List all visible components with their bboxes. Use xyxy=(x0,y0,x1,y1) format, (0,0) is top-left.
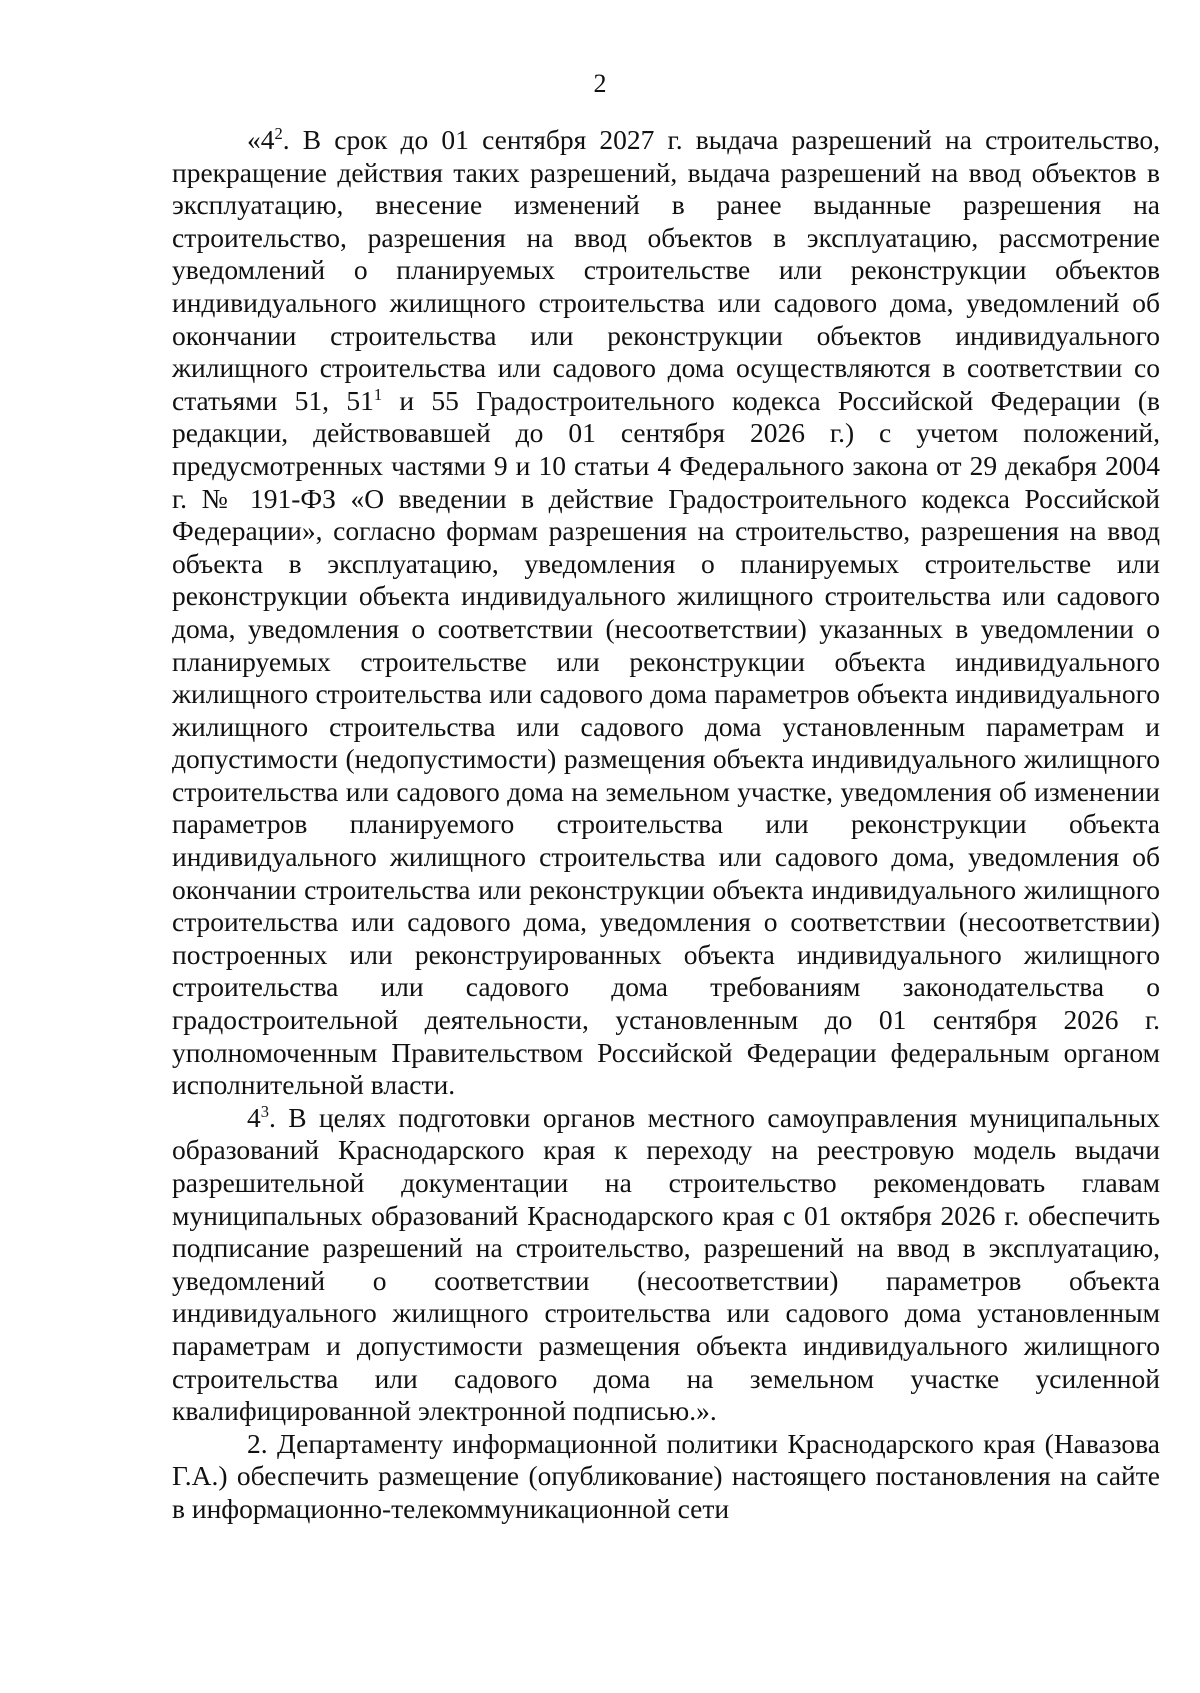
paragraph-text: . В целях подготовки органов местного самоуправления муниципальных образований Краснодарского края к переходу на реестровую модель выдачи разрешительной документации на строительство рекомендовать главам муниципальных образований Краснодарского края с 01 октября 2026 г. обеспечить подписание разрешений на строительство, разрешений на ввод в эксплуатацию, уведомлений о соответствии (несоответствии) параметров объекта индивидуального жилищного строительства или садового дома установленным параметрам и допустимости размещения объекта индивидуального жилищного строительства или садового дома на земельном участке усиленной квалифицированной электронной подписью.». xyxy=(172,1101,1160,1427)
paragraph-text-continued: и 55 Градостроительного кодекса Российской Федерации (в редакции, действовавшей до 01 сентября 2026 г.) с учетом положений, предусмотренных частями 9 и 10 статьи 4 Федерального закона от 29 декабря 2004 г. № 191-ФЗ «О введении в действие Градостроительного кодекса Российской Федерации», согласно формам разрешения на строительство, разрешения на ввод объекта в эксплуатацию, уведомления о планируемых строительстве или реконструкции объекта индивидуального жилищного строительства или садового дома, уведомления о соответствии (несоответствии) указанных в уведомлении о планируемых строительстве или реконструкции объекта индивидуального жилищного строительства или садового дома параметров объекта индивидуального жилищного строительства или садового дома установленным параметрам и допустимости (недопустимости) размещения объекта индивидуального жилищного строительства или садового дома на земельном участке, уведомления об изменении параметров планируемого строительства или реконструкции объекта индивидуального жилищного строительства или садового дома, уведомления об окончании строительства или реконструкции объекта индивидуального жилищного строительства или садового дома, уведомления о соответствии (несоответствии) построенных или реконструированных объекта индивидуального жилищного строительства или садового дома требованиям законодательства о градостроительной деятельности, установленным до 01 сентября 2026 г. уполномоченным Правительством Российской Федерации федеральным органом исполнительной власти. xyxy=(172,384,1160,1101)
paragraph-text: . Департаменту информационной политики Краснодарского края (Навазова Г.А.) обеспечить размещение (опубликование) настоящего постановления на сайте в информационно-телекоммуникационной сети xyxy=(172,1427,1160,1524)
paragraph-text: . В срок до 01 сентября 2027 г. выдача разрешений на строительство, прекращение действия таких разрешений, выдача разрешений на ввод объектов в эксплуатацию, внесение изменений в ранее выданные разрешения на строительство, разрешения на ввод объектов в эксплуатацию, рассмотрение уведомлений о планируемых строительстве или реконструкции объектов индивидуального жилищного строительства или садового дома, уведомлений об окончании строительства или реконструкции объектов индивидуального жилищного строительства или садового дома осуществляются в соответствии со статьями 51, 51 xyxy=(172,124,1160,416)
document-body xyxy=(172,124,1160,1526)
item-number: «4 xyxy=(247,124,275,155)
page-number: 2 xyxy=(593,69,607,98)
item-number-superscript: 2 xyxy=(274,123,283,143)
item-number: 4 xyxy=(247,1101,261,1133)
article-superscript: 1 xyxy=(373,384,383,404)
item-number-superscript: 3 xyxy=(260,1101,269,1121)
item-number: 2 xyxy=(247,1427,261,1459)
paragraph-2 xyxy=(172,1428,1160,1526)
paragraph-4-3 xyxy=(172,1102,1160,1428)
paragraph-4-2 xyxy=(172,124,1160,1102)
